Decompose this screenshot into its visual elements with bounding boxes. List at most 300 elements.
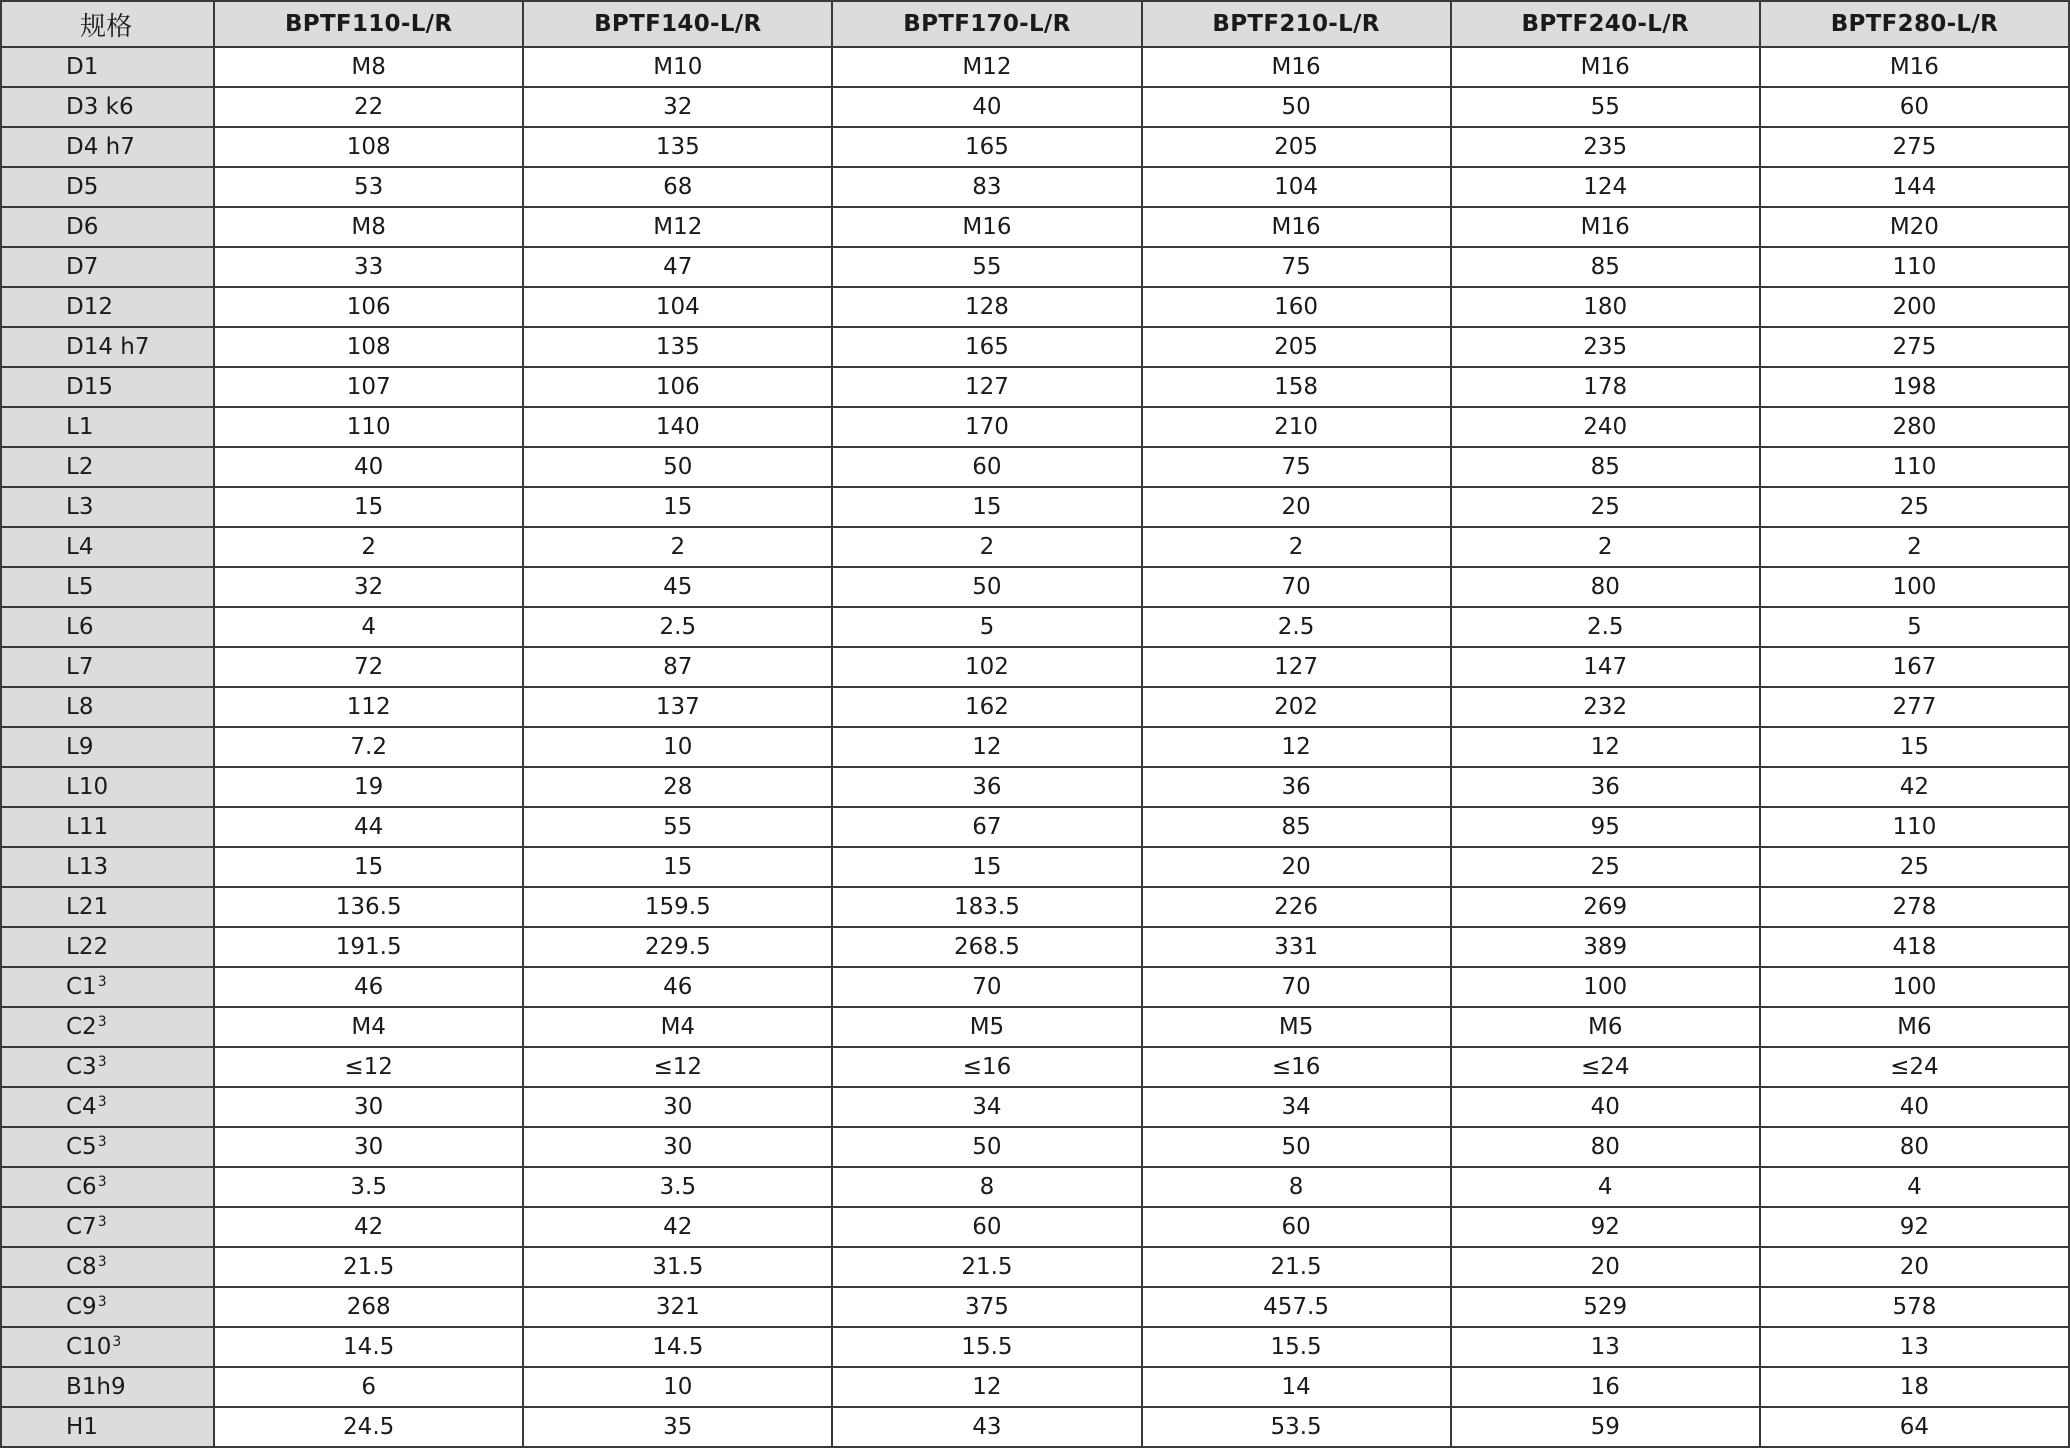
row-label-text: L6 bbox=[66, 614, 94, 640]
table-cell: 170 bbox=[832, 407, 1141, 447]
table-cell: 8 bbox=[1142, 1167, 1451, 1207]
table-cell: 578 bbox=[1760, 1287, 2069, 1327]
table-row bbox=[1, 767, 2069, 807]
table-cell: M16 bbox=[1451, 47, 1760, 87]
table-cell: 75 bbox=[1142, 447, 1451, 487]
table-cell: 232 bbox=[1451, 687, 1760, 727]
table-cell: 35 bbox=[523, 1407, 832, 1447]
table-cell: 50 bbox=[1142, 87, 1451, 127]
table-cell: 14.5 bbox=[214, 1327, 523, 1367]
table-cell: 18 bbox=[1760, 1367, 2069, 1407]
table-cell: 47 bbox=[523, 247, 832, 287]
row-label-text: D5 bbox=[66, 174, 99, 200]
column-header: BPTF280-L/R bbox=[1760, 1, 2069, 47]
row-label bbox=[1, 1087, 214, 1127]
table-cell: 100 bbox=[1451, 967, 1760, 1007]
table-cell: 25 bbox=[1760, 847, 2069, 887]
table-cell: 4 bbox=[1451, 1167, 1760, 1207]
row-label bbox=[1, 807, 214, 847]
column-header: BPTF140-L/R bbox=[523, 1, 832, 47]
corner-label: 规格 bbox=[1, 1, 214, 47]
footnote-marker: 3 bbox=[97, 1174, 107, 1190]
table-cell: 7.2 bbox=[214, 727, 523, 767]
row-label-text: D4 h7 bbox=[66, 134, 135, 160]
row-label-text: D3 k6 bbox=[66, 94, 134, 120]
table-cell: 20 bbox=[1760, 1247, 2069, 1287]
table-cell: 12 bbox=[832, 1367, 1141, 1407]
table-cell: 15.5 bbox=[1142, 1327, 1451, 1367]
footnote-marker: 3 bbox=[97, 1054, 107, 1070]
row-label-text: C4 bbox=[66, 1094, 97, 1120]
row-label-text: C1 bbox=[66, 974, 97, 1000]
table-cell: 102 bbox=[832, 647, 1141, 687]
table-cell: 75 bbox=[1142, 247, 1451, 287]
row-label bbox=[1, 127, 214, 167]
column-header: BPTF240-L/R bbox=[1451, 1, 1760, 47]
table-cell: 67 bbox=[832, 807, 1141, 847]
table-cell: M4 bbox=[214, 1007, 523, 1047]
table-body bbox=[1, 47, 2069, 1447]
table-cell: 15.5 bbox=[832, 1327, 1141, 1367]
row-label-text: C8 bbox=[66, 1254, 97, 1280]
table-cell: 14 bbox=[1142, 1367, 1451, 1407]
table-row bbox=[1, 1047, 2069, 1087]
table-cell: 5 bbox=[832, 607, 1141, 647]
table-row bbox=[1, 1007, 2069, 1047]
table-cell: 34 bbox=[832, 1087, 1141, 1127]
table-row bbox=[1, 1247, 2069, 1287]
row-label-text: L13 bbox=[66, 854, 109, 880]
table-cell: 159.5 bbox=[523, 887, 832, 927]
table-cell: M8 bbox=[214, 47, 523, 87]
table-cell: 147 bbox=[1451, 647, 1760, 687]
row-label bbox=[1, 367, 214, 407]
table-cell: 2.5 bbox=[1451, 607, 1760, 647]
row-label bbox=[1, 887, 214, 927]
row-label-text: B1h9 bbox=[66, 1374, 126, 1400]
table-cell: 198 bbox=[1760, 367, 2069, 407]
table-row bbox=[1, 1087, 2069, 1127]
row-label bbox=[1, 87, 214, 127]
table-cell: 158 bbox=[1142, 367, 1451, 407]
table-cell: 40 bbox=[1760, 1087, 2069, 1127]
table-cell: 50 bbox=[1142, 1127, 1451, 1167]
table-cell: ≤16 bbox=[832, 1047, 1141, 1087]
table-cell: 210 bbox=[1142, 407, 1451, 447]
table-cell: 21.5 bbox=[1142, 1247, 1451, 1287]
table-row bbox=[1, 887, 2069, 927]
table-row bbox=[1, 727, 2069, 767]
table-cell: 136.5 bbox=[214, 887, 523, 927]
table-row bbox=[1, 207, 2069, 247]
table-cell: 104 bbox=[523, 287, 832, 327]
table-cell: 180 bbox=[1451, 287, 1760, 327]
row-label bbox=[1, 1407, 214, 1447]
table-cell: 12 bbox=[832, 727, 1141, 767]
table-cell: 36 bbox=[1142, 767, 1451, 807]
table-cell: 70 bbox=[832, 967, 1141, 1007]
table-cell: 202 bbox=[1142, 687, 1451, 727]
table-row bbox=[1, 847, 2069, 887]
table-cell: 28 bbox=[523, 767, 832, 807]
table-cell: 70 bbox=[1142, 967, 1451, 1007]
table-cell: 124 bbox=[1451, 167, 1760, 207]
table-cell: 85 bbox=[1142, 807, 1451, 847]
table-cell: 2.5 bbox=[523, 607, 832, 647]
table-cell: 389 bbox=[1451, 927, 1760, 967]
row-label bbox=[1, 687, 214, 727]
table-cell: 60 bbox=[1760, 87, 2069, 127]
table-cell: 64 bbox=[1760, 1407, 2069, 1447]
table-cell: 87 bbox=[523, 647, 832, 687]
row-label bbox=[1, 407, 214, 447]
row-label bbox=[1, 607, 214, 647]
table-cell: 53.5 bbox=[1142, 1407, 1451, 1447]
table-cell: 106 bbox=[523, 367, 832, 407]
table-cell: M16 bbox=[1142, 207, 1451, 247]
table-cell: 42 bbox=[214, 1207, 523, 1247]
table-cell: 22 bbox=[214, 87, 523, 127]
table-cell: M8 bbox=[214, 207, 523, 247]
table-cell: 80 bbox=[1451, 1127, 1760, 1167]
table-cell: 60 bbox=[832, 447, 1141, 487]
table-cell: M20 bbox=[1760, 207, 2069, 247]
table-row bbox=[1, 1407, 2069, 1447]
table-cell: 16 bbox=[1451, 1367, 1760, 1407]
table-cell: 60 bbox=[1142, 1207, 1451, 1247]
table-row bbox=[1, 47, 2069, 87]
row-label bbox=[1, 1007, 214, 1047]
table-cell: 32 bbox=[214, 567, 523, 607]
table-cell: 45 bbox=[523, 567, 832, 607]
table-cell: 178 bbox=[1451, 367, 1760, 407]
row-label bbox=[1, 567, 214, 607]
table-cell: 128 bbox=[832, 287, 1141, 327]
row-label bbox=[1, 1327, 214, 1367]
table-cell: 110 bbox=[1760, 247, 2069, 287]
table-cell: 167 bbox=[1760, 647, 2069, 687]
table-cell: 457.5 bbox=[1142, 1287, 1451, 1327]
table-cell: 268 bbox=[214, 1287, 523, 1327]
row-label-text: C7 bbox=[66, 1214, 97, 1240]
table-cell: 100 bbox=[1760, 967, 2069, 1007]
table-cell: 34 bbox=[1142, 1087, 1451, 1127]
table-cell: 8 bbox=[832, 1167, 1141, 1207]
table-cell: 418 bbox=[1760, 927, 2069, 967]
table-cell: 68 bbox=[523, 167, 832, 207]
row-label bbox=[1, 487, 214, 527]
table-row bbox=[1, 567, 2069, 607]
table-cell: 2 bbox=[1760, 527, 2069, 567]
table-cell: 2 bbox=[523, 527, 832, 567]
table-cell: 4 bbox=[1760, 1167, 2069, 1207]
table-cell: 40 bbox=[1451, 1087, 1760, 1127]
table-cell: 110 bbox=[1760, 807, 2069, 847]
table-cell: M16 bbox=[1142, 47, 1451, 87]
table-cell: 10 bbox=[523, 727, 832, 767]
table-cell: 44 bbox=[214, 807, 523, 847]
row-label bbox=[1, 927, 214, 967]
row-label-text: L8 bbox=[66, 694, 94, 720]
column-header: BPTF170-L/R bbox=[832, 1, 1141, 47]
table-row bbox=[1, 1367, 2069, 1407]
table-cell: 50 bbox=[832, 567, 1141, 607]
table-cell: 140 bbox=[523, 407, 832, 447]
row-label-text: L5 bbox=[66, 574, 94, 600]
table-header bbox=[1, 1, 2069, 47]
table-cell: 42 bbox=[523, 1207, 832, 1247]
table-cell: 278 bbox=[1760, 887, 2069, 927]
table-cell: 60 bbox=[832, 1207, 1141, 1247]
row-label-text: C5 bbox=[66, 1134, 97, 1160]
table-cell: M6 bbox=[1451, 1007, 1760, 1047]
table-cell: 275 bbox=[1760, 127, 2069, 167]
table-cell: 165 bbox=[832, 127, 1141, 167]
row-label bbox=[1, 1047, 214, 1087]
table-cell: 112 bbox=[214, 687, 523, 727]
table-row bbox=[1, 87, 2069, 127]
table-cell: 104 bbox=[1142, 167, 1451, 207]
table-row bbox=[1, 1207, 2069, 1247]
table-cell: 59 bbox=[1451, 1407, 1760, 1447]
table-cell: 25 bbox=[1451, 847, 1760, 887]
table-cell: 19 bbox=[214, 767, 523, 807]
row-label bbox=[1, 327, 214, 367]
row-label-text: C3 bbox=[66, 1054, 97, 1080]
table-cell: 15 bbox=[214, 487, 523, 527]
table-cell: 25 bbox=[1451, 487, 1760, 527]
table-row bbox=[1, 1167, 2069, 1207]
row-label-text: L22 bbox=[66, 934, 109, 960]
table-row bbox=[1, 607, 2069, 647]
row-label bbox=[1, 967, 214, 1007]
table-cell: 127 bbox=[1142, 647, 1451, 687]
table-cell: 268.5 bbox=[832, 927, 1141, 967]
table-row bbox=[1, 287, 2069, 327]
table-cell: 55 bbox=[1451, 87, 1760, 127]
table-cell: 2 bbox=[1451, 527, 1760, 567]
table-cell: 375 bbox=[832, 1287, 1141, 1327]
table-cell: 269 bbox=[1451, 887, 1760, 927]
table-cell: 30 bbox=[523, 1127, 832, 1167]
table-cell: 13 bbox=[1760, 1327, 2069, 1367]
footnote-marker: 3 bbox=[97, 1014, 107, 1030]
table-cell: 2 bbox=[214, 527, 523, 567]
table-cell: 135 bbox=[523, 127, 832, 167]
table-cell: 10 bbox=[523, 1367, 832, 1407]
table-cell: 92 bbox=[1760, 1207, 2069, 1247]
table-cell: 160 bbox=[1142, 287, 1451, 327]
table-cell: 235 bbox=[1451, 127, 1760, 167]
table-cell: M5 bbox=[832, 1007, 1141, 1047]
table-row bbox=[1, 967, 2069, 1007]
table-cell: ≤24 bbox=[1760, 1047, 2069, 1087]
row-label bbox=[1, 207, 214, 247]
table-cell: ≤12 bbox=[214, 1047, 523, 1087]
row-label-text: H1 bbox=[66, 1414, 98, 1440]
table-cell: 14.5 bbox=[523, 1327, 832, 1367]
table-cell: M12 bbox=[523, 207, 832, 247]
table-cell: 15 bbox=[523, 487, 832, 527]
table-row bbox=[1, 447, 2069, 487]
table-cell: 50 bbox=[832, 1127, 1141, 1167]
table-cell: M5 bbox=[1142, 1007, 1451, 1047]
table-cell: 36 bbox=[1451, 767, 1760, 807]
row-label bbox=[1, 647, 214, 687]
table-row bbox=[1, 367, 2069, 407]
table-cell: 31.5 bbox=[523, 1247, 832, 1287]
footnote-marker: 3 bbox=[97, 1094, 107, 1110]
row-label-text: D1 bbox=[66, 54, 99, 80]
table-cell: 2 bbox=[1142, 527, 1451, 567]
row-label-text: D6 bbox=[66, 214, 99, 240]
table-cell: 13 bbox=[1451, 1327, 1760, 1367]
table-cell: M16 bbox=[1451, 207, 1760, 247]
row-label bbox=[1, 167, 214, 207]
table-cell: 3.5 bbox=[523, 1167, 832, 1207]
row-label bbox=[1, 527, 214, 567]
table-cell: M10 bbox=[523, 47, 832, 87]
table-cell: 15 bbox=[832, 847, 1141, 887]
table-cell: 183.5 bbox=[832, 887, 1141, 927]
row-label-text: L10 bbox=[66, 774, 109, 800]
row-label bbox=[1, 767, 214, 807]
footnote-marker: 3 bbox=[97, 1294, 107, 1310]
row-label-text: L2 bbox=[66, 454, 94, 480]
table-row bbox=[1, 407, 2069, 447]
table-row bbox=[1, 127, 2069, 167]
table-cell: 30 bbox=[214, 1087, 523, 1127]
table-cell: 6 bbox=[214, 1367, 523, 1407]
table-cell: 24.5 bbox=[214, 1407, 523, 1447]
table-cell: 53 bbox=[214, 167, 523, 207]
table-cell: 32 bbox=[523, 87, 832, 127]
row-label-text: C10 bbox=[66, 1334, 112, 1360]
row-label-text: L3 bbox=[66, 494, 94, 520]
table-cell: 55 bbox=[832, 247, 1141, 287]
table-cell: 83 bbox=[832, 167, 1141, 207]
table-cell: 42 bbox=[1760, 767, 2069, 807]
table-row bbox=[1, 647, 2069, 687]
column-header: BPTF210-L/R bbox=[1142, 1, 1451, 47]
table-row bbox=[1, 1287, 2069, 1327]
table-cell: 15 bbox=[523, 847, 832, 887]
table-cell: 80 bbox=[1760, 1127, 2069, 1167]
table-cell: 226 bbox=[1142, 887, 1451, 927]
table-cell: 85 bbox=[1451, 247, 1760, 287]
table-cell: 43 bbox=[832, 1407, 1141, 1447]
row-label bbox=[1, 1367, 214, 1407]
table-cell: 144 bbox=[1760, 167, 2069, 207]
table-row bbox=[1, 247, 2069, 287]
table-cell: 2 bbox=[832, 527, 1141, 567]
table-cell: 33 bbox=[214, 247, 523, 287]
table-cell: 21.5 bbox=[832, 1247, 1141, 1287]
table-cell: 165 bbox=[832, 327, 1141, 367]
table-cell: 191.5 bbox=[214, 927, 523, 967]
table-cell: 162 bbox=[832, 687, 1141, 727]
header-row bbox=[1, 1, 2069, 47]
row-label-text: C2 bbox=[66, 1014, 97, 1040]
footnote-marker: 3 bbox=[112, 1334, 122, 1350]
table-cell: 529 bbox=[1451, 1287, 1760, 1327]
table-cell: 4 bbox=[214, 607, 523, 647]
table-cell: ≤16 bbox=[1142, 1047, 1451, 1087]
table-cell: ≤12 bbox=[523, 1047, 832, 1087]
table-cell: M4 bbox=[523, 1007, 832, 1047]
table-cell: 40 bbox=[832, 87, 1141, 127]
table-cell: 280 bbox=[1760, 407, 2069, 447]
table-cell: 106 bbox=[214, 287, 523, 327]
table-cell: 20 bbox=[1142, 487, 1451, 527]
row-label bbox=[1, 1287, 214, 1327]
row-label bbox=[1, 47, 214, 87]
footnote-marker: 3 bbox=[97, 1254, 107, 1270]
table-cell: 321 bbox=[523, 1287, 832, 1327]
table-row bbox=[1, 487, 2069, 527]
row-label-text: L9 bbox=[66, 734, 94, 760]
table-cell: 72 bbox=[214, 647, 523, 687]
row-label bbox=[1, 1207, 214, 1247]
table-row bbox=[1, 327, 2069, 367]
row-label bbox=[1, 727, 214, 767]
table-row bbox=[1, 167, 2069, 207]
table-cell: 15 bbox=[832, 487, 1141, 527]
table-cell: 275 bbox=[1760, 327, 2069, 367]
table-cell: 20 bbox=[1142, 847, 1451, 887]
row-label bbox=[1, 247, 214, 287]
row-label bbox=[1, 1247, 214, 1287]
table-cell: 331 bbox=[1142, 927, 1451, 967]
table-cell: 137 bbox=[523, 687, 832, 727]
table-cell: 12 bbox=[1451, 727, 1760, 767]
column-header: BPTF110-L/R bbox=[214, 1, 523, 47]
table-cell: 108 bbox=[214, 327, 523, 367]
table-cell: M16 bbox=[832, 207, 1141, 247]
table-cell: 5 bbox=[1760, 607, 2069, 647]
footnote-marker: 3 bbox=[97, 974, 107, 990]
table-cell: 12 bbox=[1142, 727, 1451, 767]
table-cell: 30 bbox=[523, 1087, 832, 1127]
row-label-text: D14 h7 bbox=[66, 334, 150, 360]
table-cell: 240 bbox=[1451, 407, 1760, 447]
table-cell: 70 bbox=[1142, 567, 1451, 607]
table-cell: 205 bbox=[1142, 327, 1451, 367]
row-label bbox=[1, 447, 214, 487]
table-row bbox=[1, 1327, 2069, 1367]
table-cell: 110 bbox=[214, 407, 523, 447]
table-cell: 205 bbox=[1142, 127, 1451, 167]
table-cell: 15 bbox=[1760, 727, 2069, 767]
row-label-text: D7 bbox=[66, 254, 99, 280]
table-cell: 15 bbox=[214, 847, 523, 887]
row-label-text: L7 bbox=[66, 654, 94, 680]
row-label-text: L11 bbox=[66, 814, 109, 840]
table-cell: 40 bbox=[214, 447, 523, 487]
table-cell: 135 bbox=[523, 327, 832, 367]
row-label-text: L1 bbox=[66, 414, 94, 440]
table-cell: 92 bbox=[1451, 1207, 1760, 1247]
table-cell: 46 bbox=[523, 967, 832, 1007]
table-cell: 95 bbox=[1451, 807, 1760, 847]
row-label-text: L21 bbox=[66, 894, 109, 920]
table-cell: 108 bbox=[214, 127, 523, 167]
table-cell: M6 bbox=[1760, 1007, 2069, 1047]
table-cell: 235 bbox=[1451, 327, 1760, 367]
row-label-text: D12 bbox=[66, 294, 113, 320]
row-label bbox=[1, 1127, 214, 1167]
table-cell: 100 bbox=[1760, 567, 2069, 607]
